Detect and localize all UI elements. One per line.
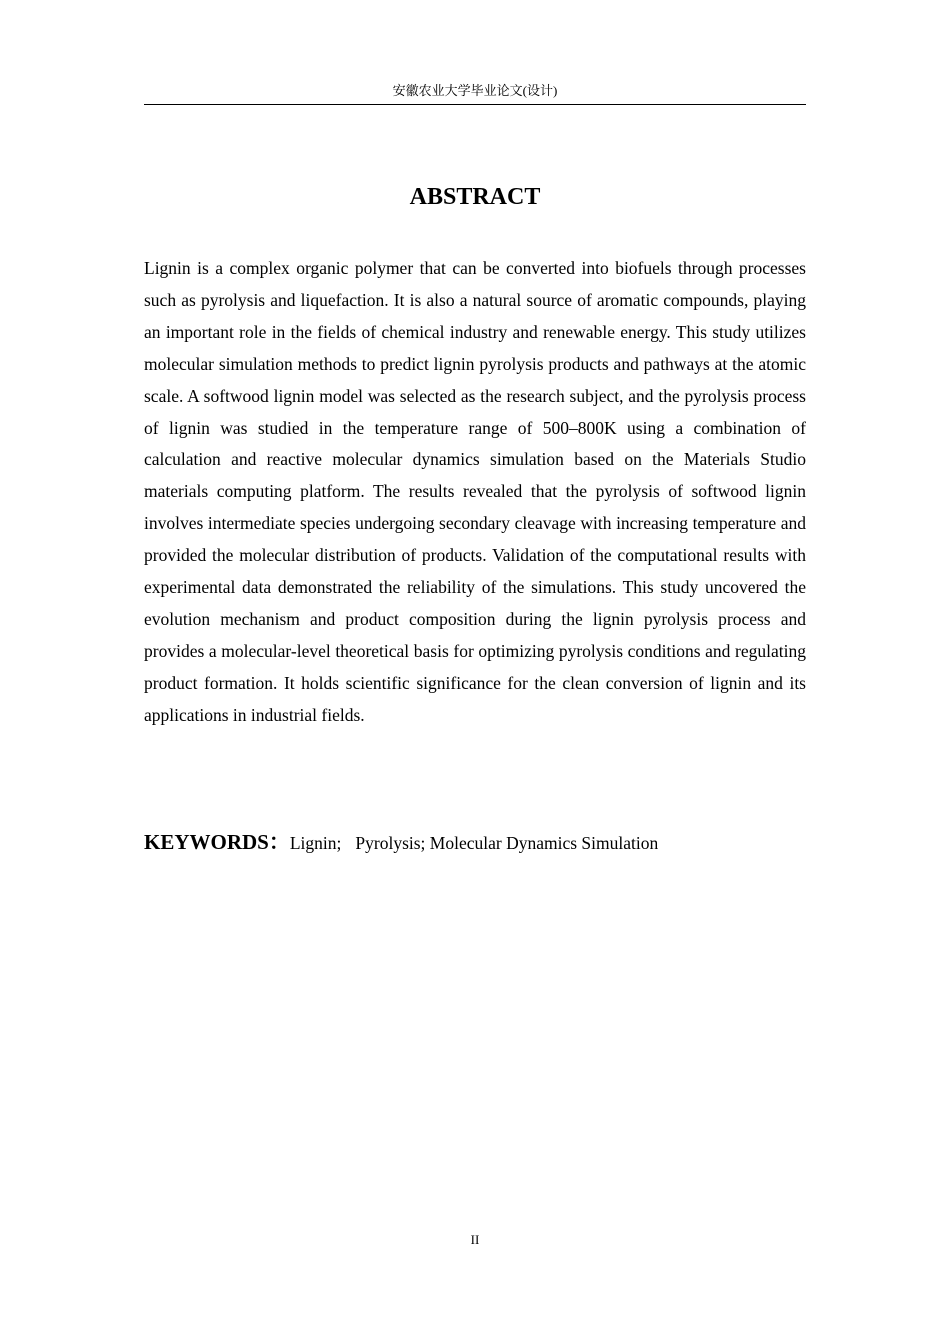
header-rule [144, 104, 806, 105]
keywords-line [144, 827, 806, 858]
keyword-item: Lignin; [289, 833, 342, 853]
keyword-item: Pyrolysis; [355, 833, 426, 853]
keyword-item: Molecular Dynamics Simulation [429, 833, 659, 853]
abstract-body: Lignin is a complex organic polymer that can be converted into biofuels through processes such as pyrolysis and liquefaction. It is also a natural source of aromatic compounds, playing an important role in the fields of chemical industry and renewable energy. This study utilizes molecular simulation methods to predict lignin pyrolysis products and pathways at the atomic scale. A softwood lignin model was selected as the research subject, and the pyrolysis process of lignin was studied in the temperature range of 500–800K using a combination of calculation and reactive molecular dynamics simulation based on the Materials Studio materials computing platform. The results revealed that the pyrolysis of softwood lignin involves intermediate species undergoing secondary cleavage with increasing temperature and provided the molecular distribution of products. Validation of the computational results with experimental data demonstrated the reliability of the simulations. This study uncovered the evolution mechanism and product composition during the lignin pyrolysis process and provides a molecular-level theoretical basis for optimizing pyrolysis conditions and regulating product formation. It holds scientific significance for the clean conversion of lignin and its applications in industrial fields. [144, 258, 806, 725]
running-header: 安徽农业大学毕业论文(设计) [392, 83, 558, 98]
keywords-label: KEYWORDS： [144, 830, 290, 854]
abstract-title: ABSTRACT [409, 184, 541, 210]
page-number: II [470, 1232, 480, 1247]
